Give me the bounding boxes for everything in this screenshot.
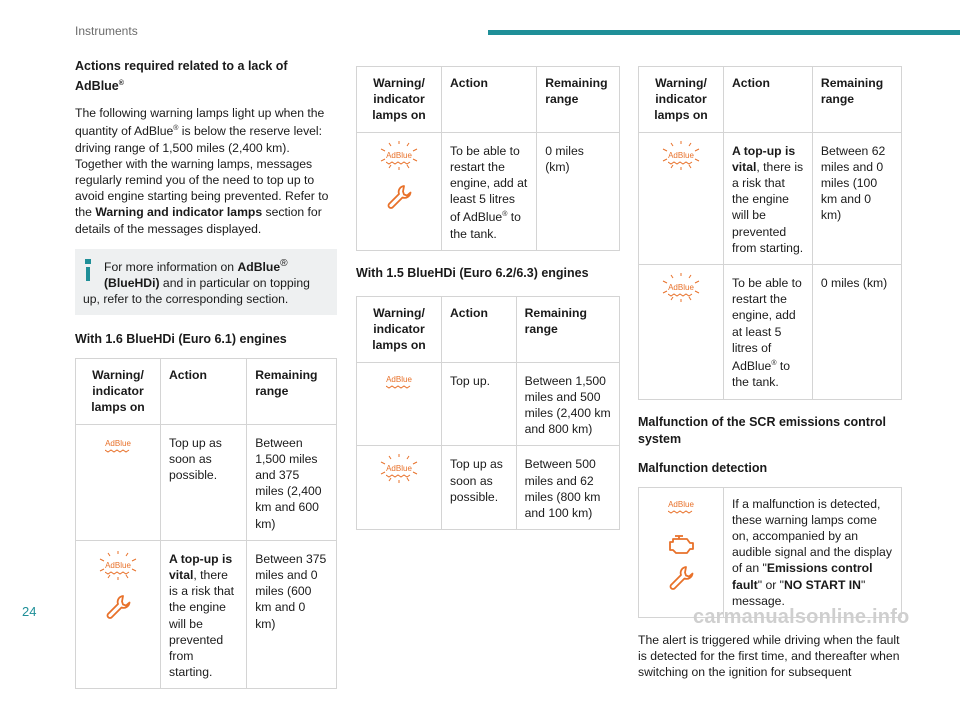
page-number: 24 xyxy=(22,604,37,619)
table-header-row: Warning/ indicator lamps on Action Remaining range xyxy=(357,296,620,362)
adblue-icon: AdBlue xyxy=(659,496,703,526)
adblue-flashing-icon: AdBlue xyxy=(377,141,421,171)
table-malfunction xyxy=(638,487,902,618)
column-1 xyxy=(75,58,337,703)
table-row: AdBlue If a malfunction is detected, these warning lamps come on, accompanied by an audible signal and the display of an "Emissions control fault" or "NO START IN" message. xyxy=(639,487,902,617)
table-row: AdBlue Top up. Between 1,500 miles and 500 miles (2,400 km and 800 km) xyxy=(357,362,620,446)
header-accent-bar xyxy=(488,30,960,35)
table-row: AdBlue To be able to restart the engine, add at least 5 litres of AdBlue® to the tank. 0 miles (km) xyxy=(357,132,620,250)
adblue-flashing-icon: AdBlue xyxy=(659,141,703,171)
adblue-flashing-icon: AdBlue xyxy=(96,551,140,581)
table-euro62-continued xyxy=(638,66,902,400)
wrench-icon xyxy=(385,183,413,211)
adblue-icon: AdBlue xyxy=(96,435,140,465)
info-box: For more information on AdBlue® (BlueHDi) and in particular on topping up, refer to the corresponding section. xyxy=(75,249,337,315)
adblue-flashing-icon: AdBlue xyxy=(377,454,421,484)
table-header-row: Warning/ indicator lamps on Action Remaining range xyxy=(639,67,902,133)
wrench-icon xyxy=(104,593,132,621)
adblue-flashing-icon: AdBlue xyxy=(659,273,703,303)
table-row: AdBlue A top-up is vital, there is a risk that the engine will be prevented from starting. Between 62 miles and 0 miles (100 km and 0 km) xyxy=(639,132,902,264)
adblue-icon: AdBlue xyxy=(377,371,421,401)
table-row: AdBlue A top-up is vital, there is a risk that the engine will be prevented from starting. Between 375 miles and 0 miles (600 km and 0 km) xyxy=(76,540,337,689)
heading-malfunction-detection: Malfunction detection xyxy=(638,460,768,475)
heading-lack-of-adblue: Actions required related to a lack of AdBlue® xyxy=(75,59,288,94)
engine-icon xyxy=(667,532,695,556)
wrench-icon xyxy=(667,564,695,592)
table-header-row: Warning/ indicator lamps on Action Remaining range xyxy=(357,67,620,133)
table-euro62 xyxy=(356,296,620,530)
table-euro61-continued xyxy=(356,66,620,251)
table-row: AdBlue Top up as soon as possible. Between 1,500 miles and 375 miles (2,400 km and 600 km) xyxy=(76,424,337,540)
watermark: carmanualsonline.info xyxy=(693,606,910,628)
table-row: AdBlue To be able to restart the engine, add at least 5 litres of AdBlue® to the tank. 0 miles (km) xyxy=(639,265,902,399)
column-2 xyxy=(356,66,620,544)
table-header-row: Warning/ indicator lamps on Action Remaining range xyxy=(76,358,337,424)
heading-euro62: With 1.5 BlueHDi (Euro 6.2/6.3) engines xyxy=(356,265,589,280)
info-icon xyxy=(85,259,91,281)
intro-paragraph: The following warning lamps light up when the quantity of AdBlue® is below the reserve level: driving range of 1,500 miles (2,400 km). Together with the warning lamps, messages regularly remind you of the need to top up to avoid engine starting being prevented. Refer to the Warning and indicator lamps section for details of the messages displayed. xyxy=(75,106,329,236)
heading-scr-malfunction: Malfunction of the SCR emissions control system xyxy=(638,414,886,446)
table-row: AdBlue Top up as soon as possible. Between 500 miles and 62 miles (800 km and 100 km) xyxy=(357,446,620,530)
column-3 xyxy=(638,66,902,693)
section-title: Instruments xyxy=(75,24,138,38)
heading-euro61: With 1.6 BlueHDi (Euro 6.1) engines xyxy=(75,331,287,346)
alert-paragraph: The alert is triggered while driving when the fault is detected for the first time, and thereafter when switching on the ignition for subsequent xyxy=(638,632,900,680)
